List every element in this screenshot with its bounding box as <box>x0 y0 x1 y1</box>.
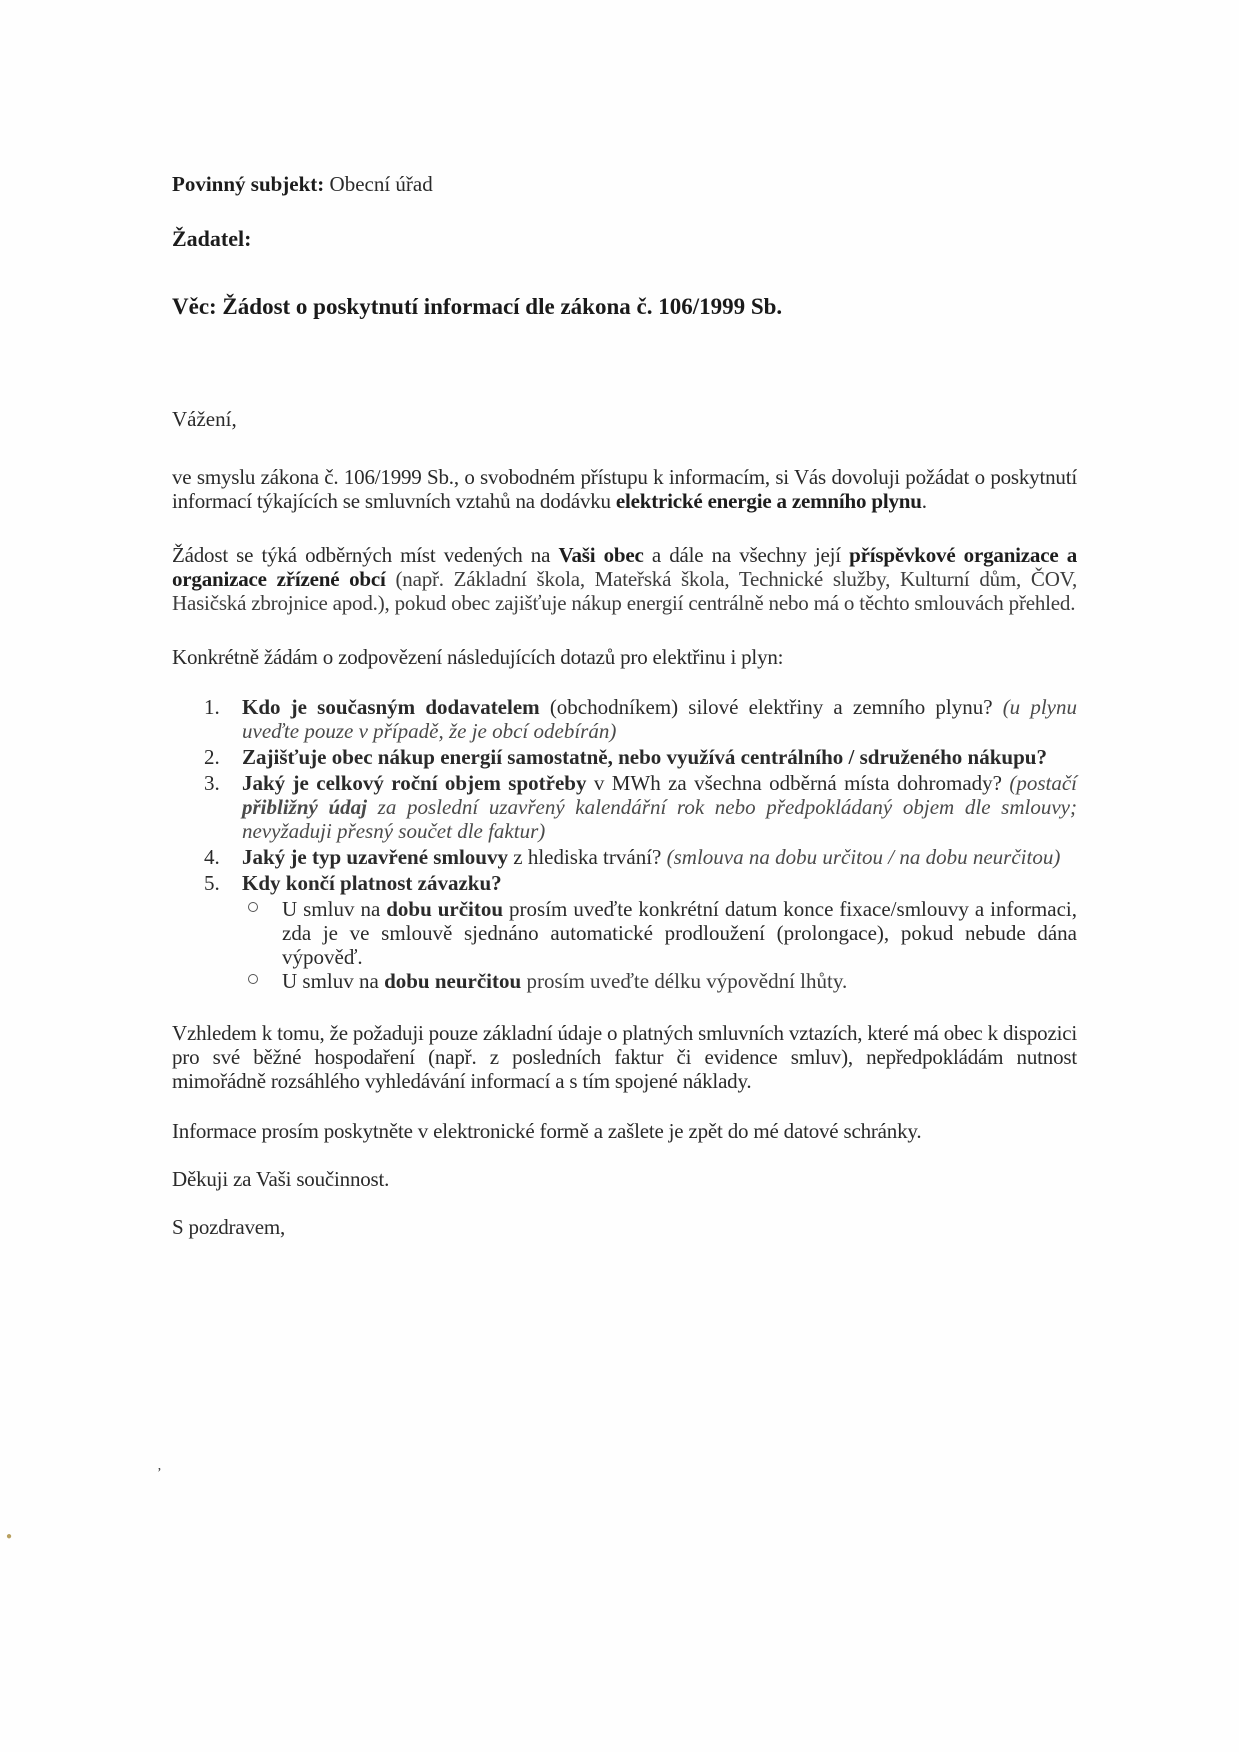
scope-text-3: (např. Základní škola, Mateřská škola, Technické služby, Kulturní dům, ČOV, Hasičská zbrojnice apod.), pokud obec zajišťuje nákup energií centrálně nebo má o těchto smlouvách přehled. <box>172 567 1077 615</box>
question-item-2 <box>172 745 1077 769</box>
scope-paragraph <box>172 543 1077 615</box>
scope-bold-1: Vaši obec <box>558 543 644 567</box>
scan-artifact-dot: ● <box>6 1531 13 1542</box>
question-item-4 <box>172 845 1077 869</box>
intro-bold: elektrické energie a zemního plynu <box>615 489 922 513</box>
question-note-start: (postačí <box>1009 771 1078 795</box>
question-bold: Kdo je současným dodavatelem <box>242 695 540 719</box>
intro-paragraph <box>172 465 1077 513</box>
question-number: 5. <box>204 871 220 895</box>
intro-end: . <box>921 489 927 513</box>
question-bold: Jaký je typ uzavřené smlouvy <box>242 845 508 869</box>
question-number: 1. <box>204 695 220 719</box>
question-bold: Zajišťuje obec nákup energií samostatně, nebo využívá centrálního / sdruženého nákupu? <box>242 745 1047 769</box>
question-note: (u plynu uveďte pouze v případě, že je obcí odebírán) <box>242 695 1077 743</box>
questions-intro: Konkrétně žádám o zodpovězení následujících dotazů pro elektřinu i plyn: <box>172 645 784 669</box>
obligated-subject-value: Obecní úřad <box>329 172 433 196</box>
thanks-line: Děkuji za Vaši součinnost. <box>172 1167 390 1191</box>
obligated-subject-line <box>172 172 1077 196</box>
sub-bold: dobu neurčitou <box>384 969 522 993</box>
question-note-end: za poslední uzavřený kalendářní rok nebo předpokládaný objem dle smlouvy; nevyžaduji přesný součet dle faktur) <box>242 795 1077 843</box>
salutation: Vážení, <box>172 407 237 431</box>
scope-text-2: a dále na všechny její <box>643 543 850 567</box>
obligated-subject-label: Povinný subjekt: <box>172 172 325 196</box>
applicant-line <box>172 227 1077 251</box>
sub-item-fixed-term <box>242 897 1077 969</box>
question-number: 2. <box>204 745 220 769</box>
question-item-1 <box>172 695 1077 743</box>
circle-bullet-icon <box>248 974 258 984</box>
letter-body <box>172 172 1077 1260</box>
sub-questions-list <box>242 897 1077 993</box>
letter-subject: Věc: Žádost o poskytnutí informací dle zákona č. 106/1999 Sb. <box>172 294 783 319</box>
question-note: (smlouva na dobu určitou / na dobu neurčitou) <box>666 845 1061 869</box>
scope-text-1: Žádost se týká odběrných míst vedených na <box>172 543 559 567</box>
delivery-request: Informace prosím poskytněte v elektronické formě a zašlete je zpět do mé datové schránky. <box>172 1119 922 1143</box>
question-number: 4. <box>204 845 220 869</box>
question-text: z hlediska trvání? <box>508 845 667 869</box>
question-item-3 <box>172 771 1077 843</box>
question-text: v MWh za všechna odběrná místa dohromady? <box>586 771 1010 795</box>
scope-bold-2: příspěvkové organizace a organizace zřízené obcí <box>172 543 1077 591</box>
sub-bold: dobu určitou <box>386 897 504 921</box>
question-bold: Kdy končí platnost závazku? <box>242 871 502 895</box>
applicant-label: Žadatel: <box>172 226 252 251</box>
closing-paragraph: Vzhledem k tomu, že požaduji pouze základní údaje o platných smluvních vztazích, které má obec k dispozici pro své běžné hospodaření (např. z posledních faktur či evidence smluv), nepředpokládám nutnost mimořádně rozsáhlého vyhledávání informací a s tím spojené náklady. <box>172 1021 1077 1093</box>
sub-text-1: U smluv na <box>282 897 387 921</box>
question-text: (obchodníkem) silové elektřiny a zemního plynu? <box>539 695 1003 719</box>
sub-text-2: prosím uveďte konkrétní datum konce fixace/smlouvy a informaci, zda je ve smlouvě sjednáno automatické prodloužení (prolongace), pokud nebude dána výpověď. <box>282 897 1077 969</box>
regards-line: S pozdravem, <box>172 1215 286 1239</box>
question-number: 3. <box>204 771 220 795</box>
sub-item-indefinite-term <box>242 969 1077 993</box>
question-item-5 <box>172 871 1077 993</box>
question-note-bold: přibližný údaj <box>242 795 368 819</box>
sub-text-2: prosím uveďte délku výpovědní lhůty. <box>521 969 848 993</box>
sub-text-1: U smluv na <box>282 969 385 993</box>
questions-list <box>172 695 1077 993</box>
circle-bullet-icon <box>248 902 258 912</box>
scan-artifact-mark: ’ <box>157 1466 162 1481</box>
intro-text: ve smyslu zákona č. 106/1999 Sb., o svobodném přístupu k informacím, si Vás dovoluji požádat o poskytnutí informací týkajících se smluvních vztahů na dodávku <box>172 465 1077 513</box>
question-bold: Jaký je celkový roční objem spotřeby <box>242 771 587 795</box>
